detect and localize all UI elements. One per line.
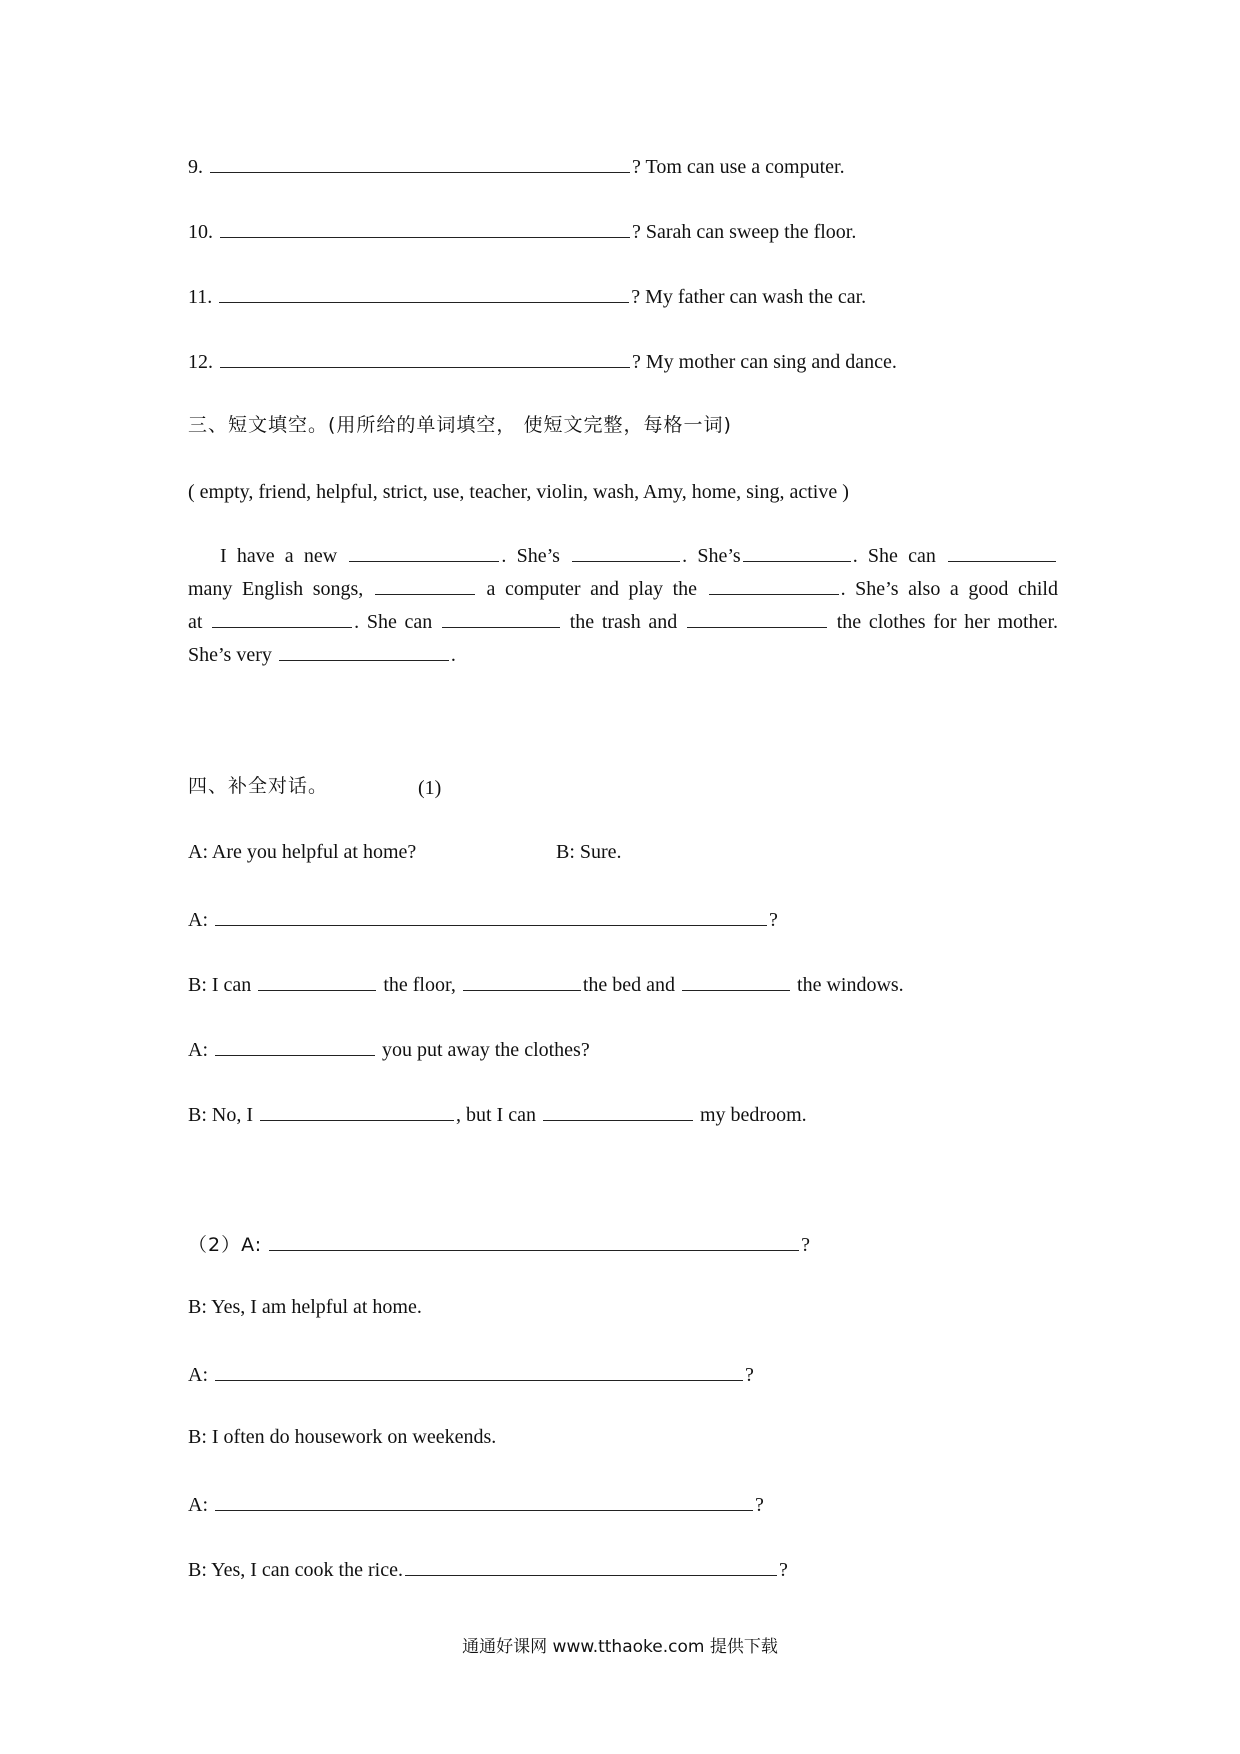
question-number: 10. (188, 221, 213, 243)
answer-blank[interactable] (210, 152, 630, 173)
passage-line-4 (188, 639, 1058, 672)
question-mark: ? (745, 1364, 754, 1386)
dialogue-text: my bedroom. (699, 1104, 807, 1126)
dialogue-text: the windows. (797, 974, 904, 996)
passage-text: . She’s also a good child (840, 578, 1058, 600)
dialogue-8 (188, 1360, 754, 1387)
passage-blank[interactable] (212, 607, 352, 628)
question-mark: ? (778, 1559, 788, 1581)
answer-text: ? Sarah can sweep the floor. (632, 221, 857, 243)
answer-text: ? My father can wash the car. (631, 286, 867, 308)
dialogue-text: you put away the clothes? (382, 1039, 590, 1061)
speaker-label: A: (188, 1494, 208, 1516)
passage-blank[interactable] (687, 607, 827, 628)
passage-text: a computer and play the (486, 578, 697, 600)
answer-blank[interactable] (215, 1490, 753, 1511)
passage-text: . She’s (682, 545, 741, 567)
answer-text: ? Tom can use a computer. (632, 156, 845, 178)
answer-blank[interactable] (220, 347, 630, 368)
dialogue-text: B: I can (188, 974, 252, 996)
answer-blank[interactable] (215, 1360, 743, 1381)
answer-blank[interactable] (215, 905, 767, 926)
question-11 (188, 282, 866, 309)
speaker-label: A: (188, 1364, 208, 1386)
passage-text: . She can (852, 545, 936, 567)
question-10 (188, 217, 856, 244)
answer-blank[interactable] (543, 1100, 693, 1121)
speaker-label: A: (188, 909, 208, 931)
passage-text: many English songs, (188, 578, 364, 600)
passage-blank[interactable] (375, 574, 475, 595)
passage-text: the trash and (569, 611, 678, 633)
part-2-label: （2）A: (188, 1234, 263, 1256)
question-12 (188, 347, 897, 374)
section-4-heading: 四、补全对话。 (188, 775, 329, 797)
answer-blank[interactable] (405, 1555, 777, 1576)
word-bank: ( empty, friend, helpful, strict, use, teacher, violin, wash, Amy, home, sing, active ) (188, 481, 849, 503)
question-number: 9. (188, 156, 203, 178)
passage-line-2 (188, 573, 1058, 606)
dialogue-9: B: I often do housework on weekends. (188, 1426, 497, 1448)
answer-blank[interactable] (215, 1035, 375, 1056)
passage (188, 540, 1058, 672)
dialogue-2 (188, 905, 778, 932)
dialogue-3 (188, 970, 904, 997)
question-number: 11. (188, 286, 213, 308)
dialogue-text: B: No, I (188, 1104, 253, 1126)
passage-text: . She’s (501, 545, 560, 567)
dialogue-text: the bed and (582, 974, 676, 996)
answer-blank[interactable] (463, 970, 581, 991)
question-mark: ? (755, 1494, 764, 1516)
question-mark: ? (801, 1234, 811, 1256)
passage-text: . She can (354, 611, 433, 633)
dialogue-text: , but I can (456, 1104, 536, 1126)
speaker-label: A: (188, 1039, 208, 1061)
dialogue-11 (188, 1555, 788, 1582)
part-1-label: (1) (418, 777, 442, 799)
answer-blank[interactable] (219, 282, 629, 303)
dialogue-7: B: Yes, I am helpful at home. (188, 1296, 422, 1318)
passage-text: She’s very (188, 644, 272, 666)
answer-blank[interactable] (682, 970, 790, 991)
question-number: 12. (188, 351, 213, 373)
answer-blank[interactable] (269, 1230, 799, 1251)
dialogue-5 (188, 1100, 807, 1127)
passage-blank[interactable] (743, 541, 851, 562)
dialogue-6 (188, 1230, 810, 1257)
dialogue-1-a: A: Are you helpful at home? (188, 841, 417, 863)
dialogue-4 (188, 1035, 590, 1062)
passage-text: at (188, 611, 203, 633)
section-3-heading: 三、短文填空。(用所给的单词填空， 使短文完整，每格一词) (188, 414, 732, 436)
passage-blank[interactable] (279, 640, 449, 661)
passage-text: the clothes for her mother. (836, 611, 1058, 633)
passage-line-1 (188, 540, 1058, 573)
passage-line-3 (188, 606, 1058, 639)
answer-text: ? My mother can sing and dance. (632, 351, 897, 373)
passage-blank[interactable] (948, 541, 1056, 562)
passage-blank[interactable] (349, 541, 499, 562)
question-mark: ? (769, 909, 778, 931)
dialogue-text: the floor, (383, 974, 456, 996)
question-9 (188, 152, 845, 179)
footer-credit: 通通好课网 www.tthaoke.com 提供下载 (462, 1637, 778, 1657)
passage-text: I have a new (220, 545, 338, 567)
dialogue-1-b: B: Sure. (556, 841, 622, 863)
answer-blank[interactable] (258, 970, 376, 991)
answer-blank[interactable] (260, 1100, 454, 1121)
answer-blank[interactable] (220, 217, 630, 238)
passage-blank[interactable] (709, 574, 839, 595)
passage-text: . (450, 644, 456, 666)
passage-blank[interactable] (442, 607, 560, 628)
dialogue-text: B: Yes, I can cook the rice. (188, 1559, 403, 1581)
dialogue-10 (188, 1490, 764, 1517)
passage-blank[interactable] (572, 541, 680, 562)
